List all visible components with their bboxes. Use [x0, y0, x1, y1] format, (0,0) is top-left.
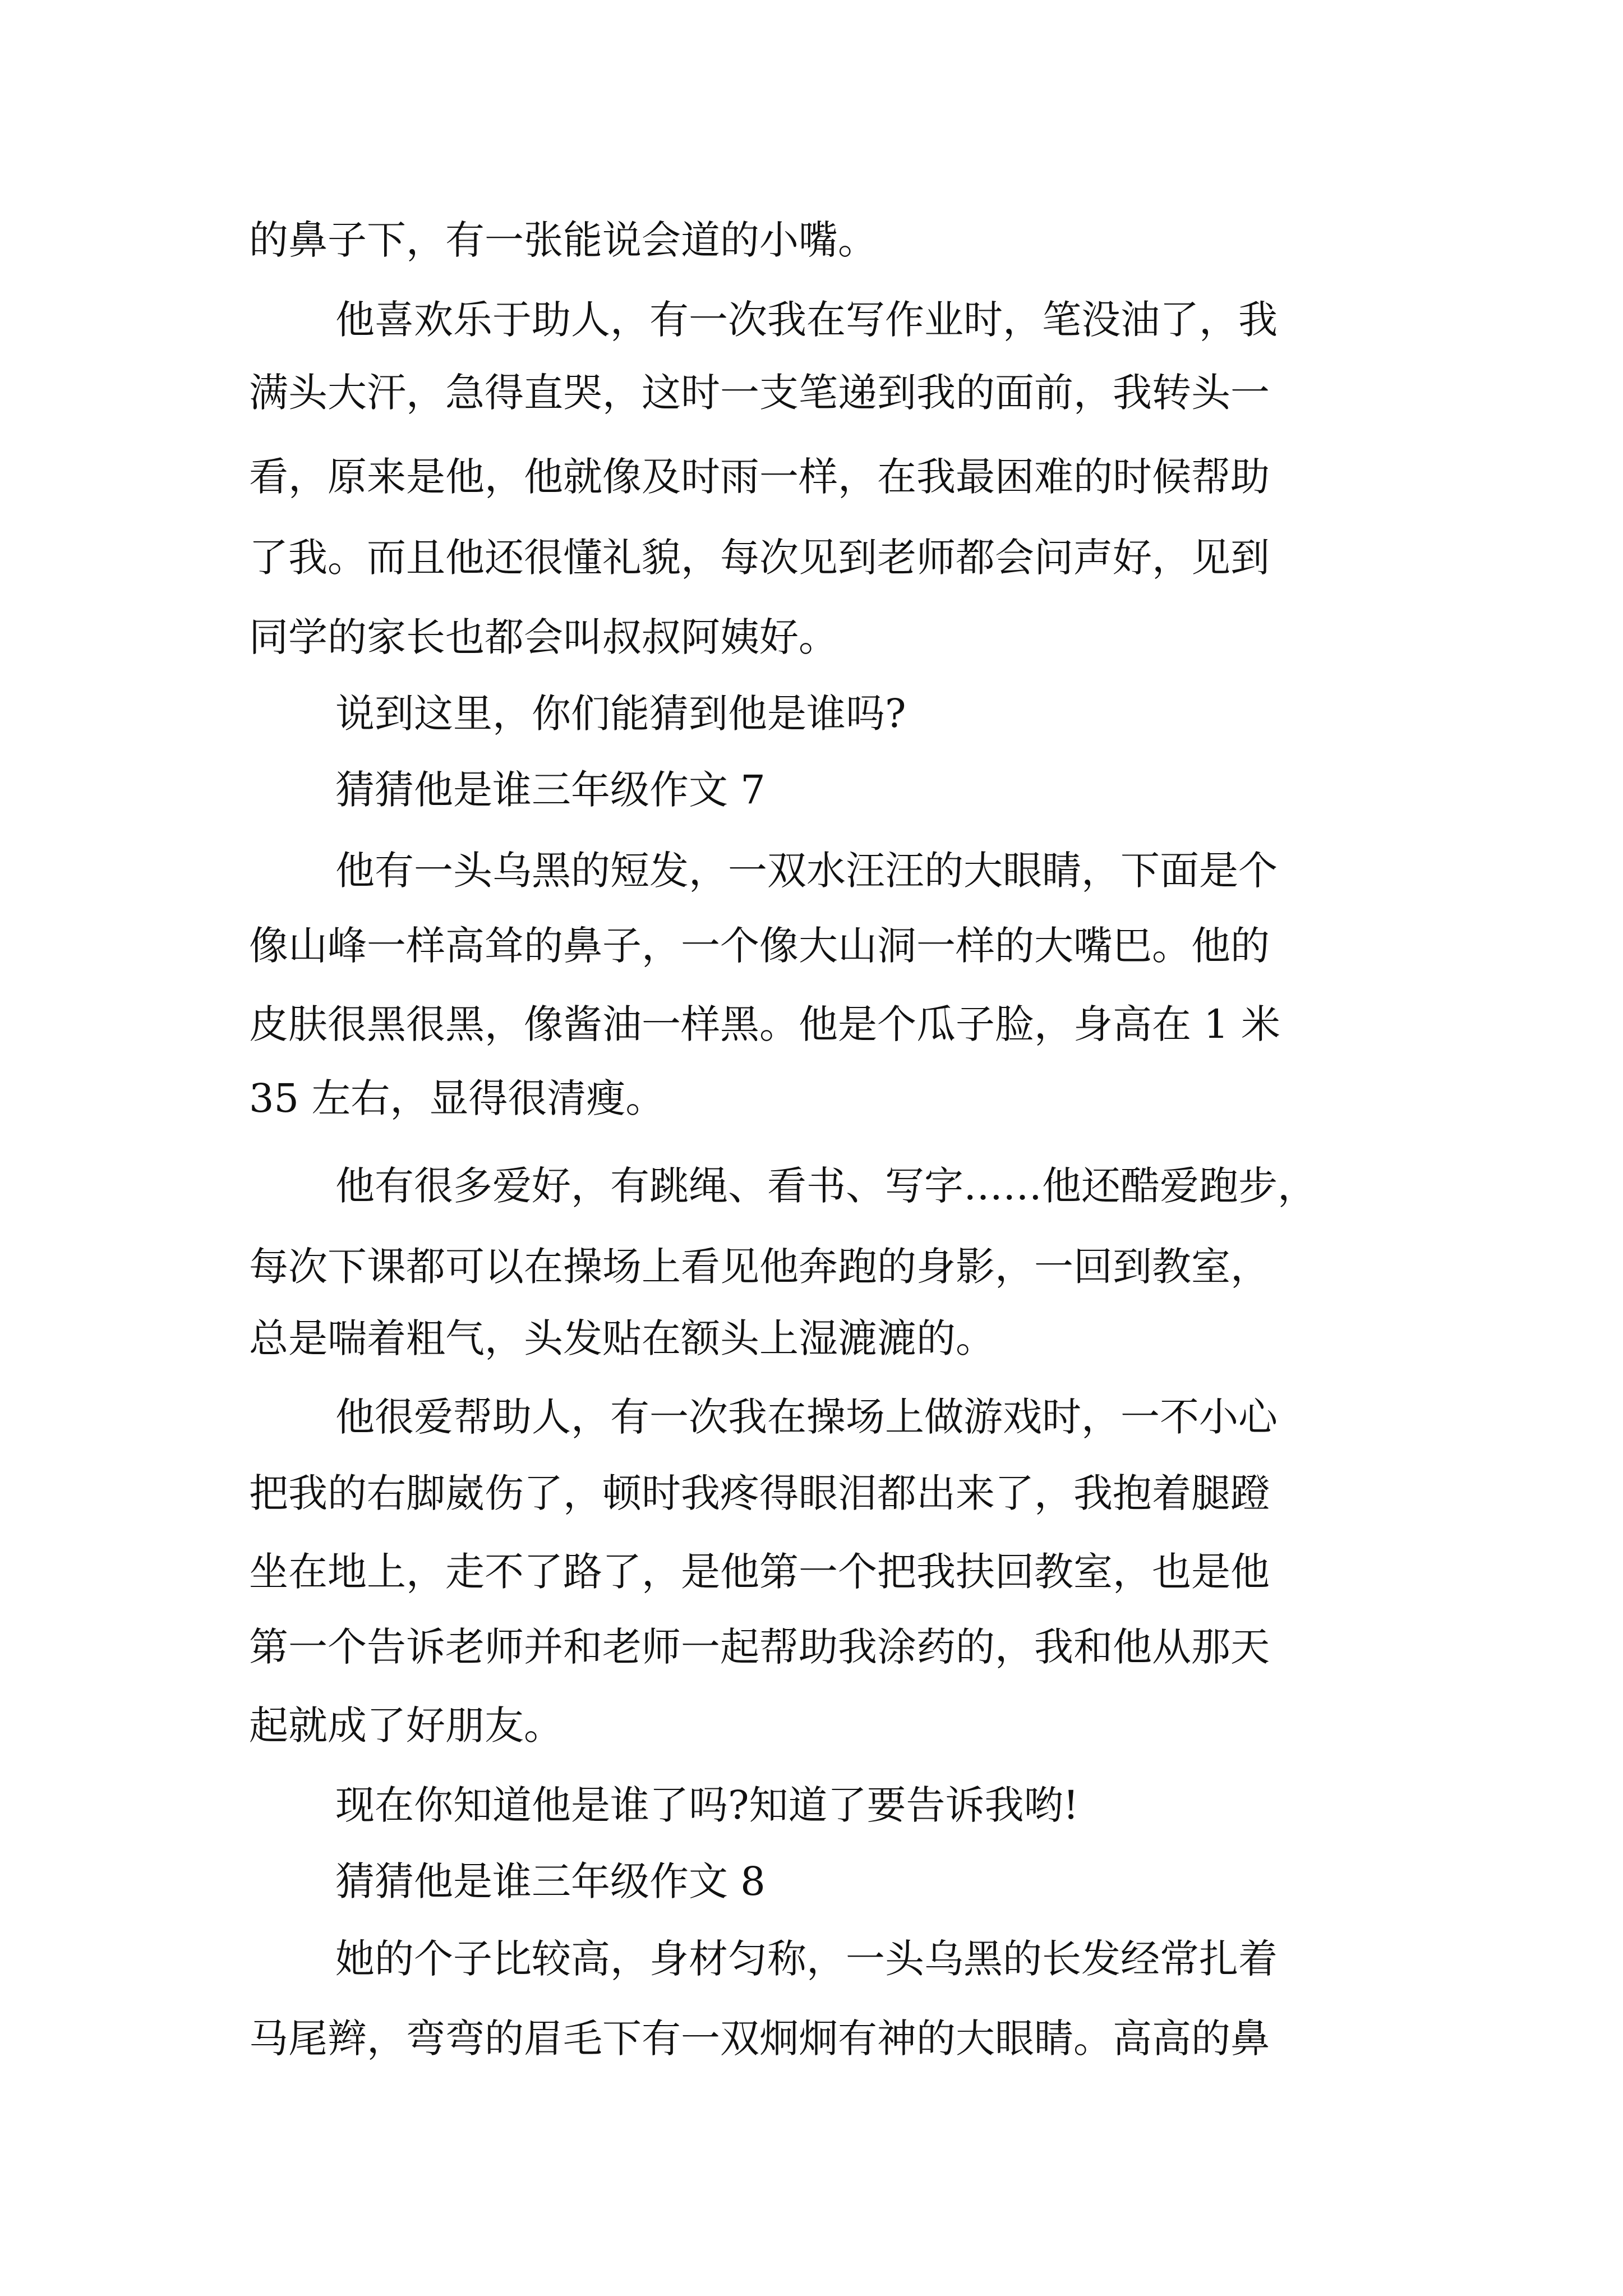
text-line: 看，原来是他，他就像及时雨一样，在我最困难的时候帮助: [249, 454, 1270, 500]
text-line: 他喜欢乐于助人，有一次我在写作业时，笔没油了，我: [335, 297, 1278, 343]
text-line: 马尾辫，弯弯的眉毛下有一双炯炯有神的大眼睛。高高的鼻: [249, 2016, 1270, 2062]
text-line: 同学的家长也都会叫叔叔阿姨好。: [249, 614, 838, 660]
text-line: 说到这里，你们能猜到他是谁吗?: [335, 691, 906, 737]
text-line: 他有很多爱好，有跳绳、看书、写字……他还酷爱跑步，: [335, 1163, 1317, 1209]
text-line: 35 左右，显得很清瘦。: [249, 1075, 665, 1121]
section-heading: 猜猜他是谁三年级作文 8: [335, 1858, 766, 1904]
text-line: 第一个告诉老师并和老师一起帮助我涂药的，我和他从那天: [249, 1624, 1270, 1670]
text-line: 了我。而且他还很懂礼貌，每次见到老师都会问声好，见到: [249, 535, 1270, 581]
text-line: 起就成了好朋友。: [249, 1703, 563, 1749]
text-line: 现在你知道他是谁了吗?知道了要告诉我哟!: [335, 1782, 1079, 1828]
text-line: 皮肤很黑很黑，像酱油一样黑。他是个瓜子脸，身高在 1 米: [249, 1001, 1281, 1047]
text-line: 像山峰一样高耸的鼻子，一个像大山洞一样的大嘴巴。他的: [249, 923, 1270, 969]
text-line: 她的个子比较高，身材匀称，一头乌黑的长发经常扎着: [335, 1936, 1278, 1982]
text-line: 他很爱帮助人，有一次我在操场上做游戏时，一不小心: [335, 1394, 1278, 1440]
text-line: 总是喘着粗气，头发贴在额头上湿漉漉的。: [249, 1315, 995, 1361]
text-line: 每次下课都可以在操场上看见他奔跑的身影，一回到教室，: [249, 1244, 1270, 1290]
text-line: 的鼻子下，有一张能说会道的小嘴。: [249, 217, 877, 263]
text-line: 把我的右脚崴伤了，顿时我疼得眼泪都出来了，我抱着腿蹬: [249, 1470, 1270, 1516]
text-line: 坐在地上，走不了路了，是他第一个把我扶回教室，也是他: [249, 1549, 1270, 1595]
text-line: 他有一头乌黑的短发，一双水汪汪的大眼睛，下面是个: [335, 848, 1278, 894]
section-heading: 猜猜他是谁三年级作文 7: [335, 767, 766, 813]
text-line: 满头大汗，急得直哭，这时一支笔递到我的面前，我转头一: [249, 370, 1270, 416]
